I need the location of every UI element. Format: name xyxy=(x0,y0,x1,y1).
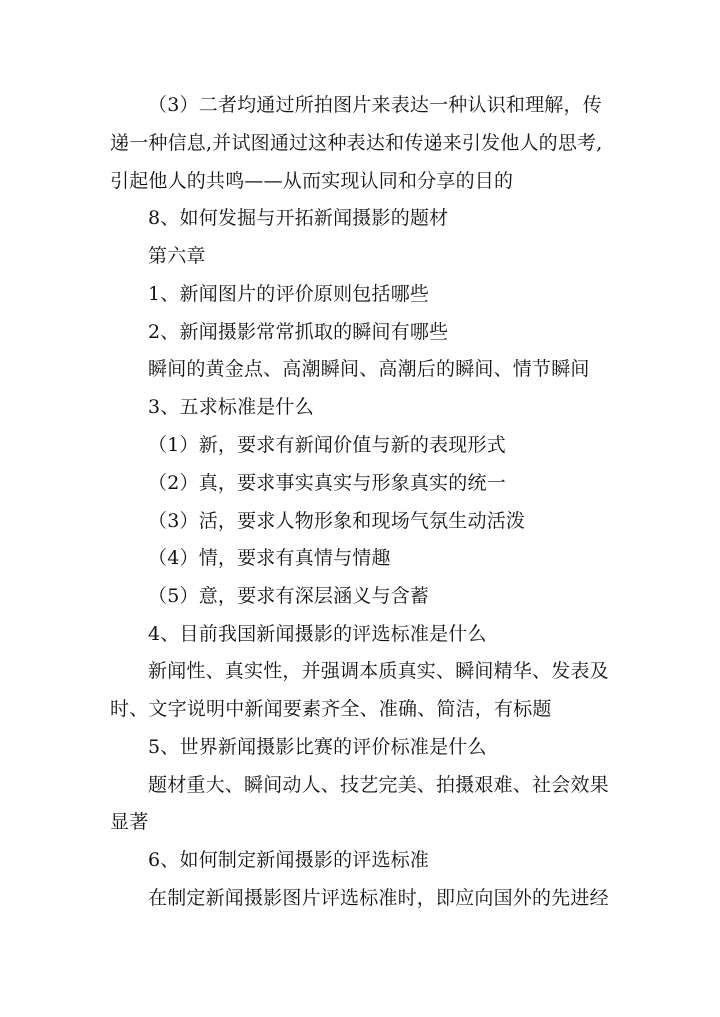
answer-5-line-1: 题材重大、瞬间动人、技艺完美、拍摄艰难、社会效果 xyxy=(148,774,609,796)
answer-6-line-1: 在制定新闻摄影图片评选标准时，即应向国外的先进经 xyxy=(148,887,609,909)
list-item-4: （4）情，要求有真情与情趣 xyxy=(148,547,391,569)
question-5: 5、世界新闻摄影比赛的评价标准是什么 xyxy=(148,736,487,758)
answer-4-line-1: 新闻性、真实性，并强调本质真实、瞬间精华、发表及 xyxy=(148,660,609,682)
list-item-3: （3）活，要求人物形象和现场气氛生动活泼 xyxy=(148,510,526,532)
answer-4-line-2: 时、文字说明中新闻要素齐全、准确、简洁，有标题 xyxy=(110,698,552,720)
answer-2: 瞬间的黄金点、高潮瞬间、高潮后的瞬间、情节瞬间 xyxy=(148,358,590,380)
list-item-2: （2）真，要求事实真实与形象真实的统一 xyxy=(148,472,506,494)
question-1: 1、新闻图片的评价原则包括哪些 xyxy=(148,283,430,305)
chapter-heading: 第六章 xyxy=(148,245,206,267)
question-4: 4、目前我国新闻摄影的评选标准是什么 xyxy=(148,623,487,645)
question-6: 6、如何制定新闻摄影的评选标准 xyxy=(148,849,430,871)
list-item-1: （1）新，要求有新闻价值与新的表现形式 xyxy=(148,434,506,456)
question-2: 2、新闻摄影常常抓取的瞬间有哪些 xyxy=(148,321,449,343)
question-8: 8、如何发掘与开拓新闻摄影的题材 xyxy=(148,207,449,229)
answer-5-line-2: 显著 xyxy=(110,811,149,833)
paragraph-line-3: 引起他人的共鸣——从而实现认同和分享的目的 xyxy=(110,170,514,192)
list-item-5: （5）意，要求有深层涵义与含蓄 xyxy=(148,585,430,607)
paragraph-line-2: 递一种信息,并试图通过这种表达和传递来引发他人的思考, xyxy=(110,132,603,154)
question-3: 3、五求标准是什么 xyxy=(148,396,314,418)
paragraph-line-1: （3）二者均通过所拍图片来表达一种认识和理解，传 xyxy=(148,94,602,116)
